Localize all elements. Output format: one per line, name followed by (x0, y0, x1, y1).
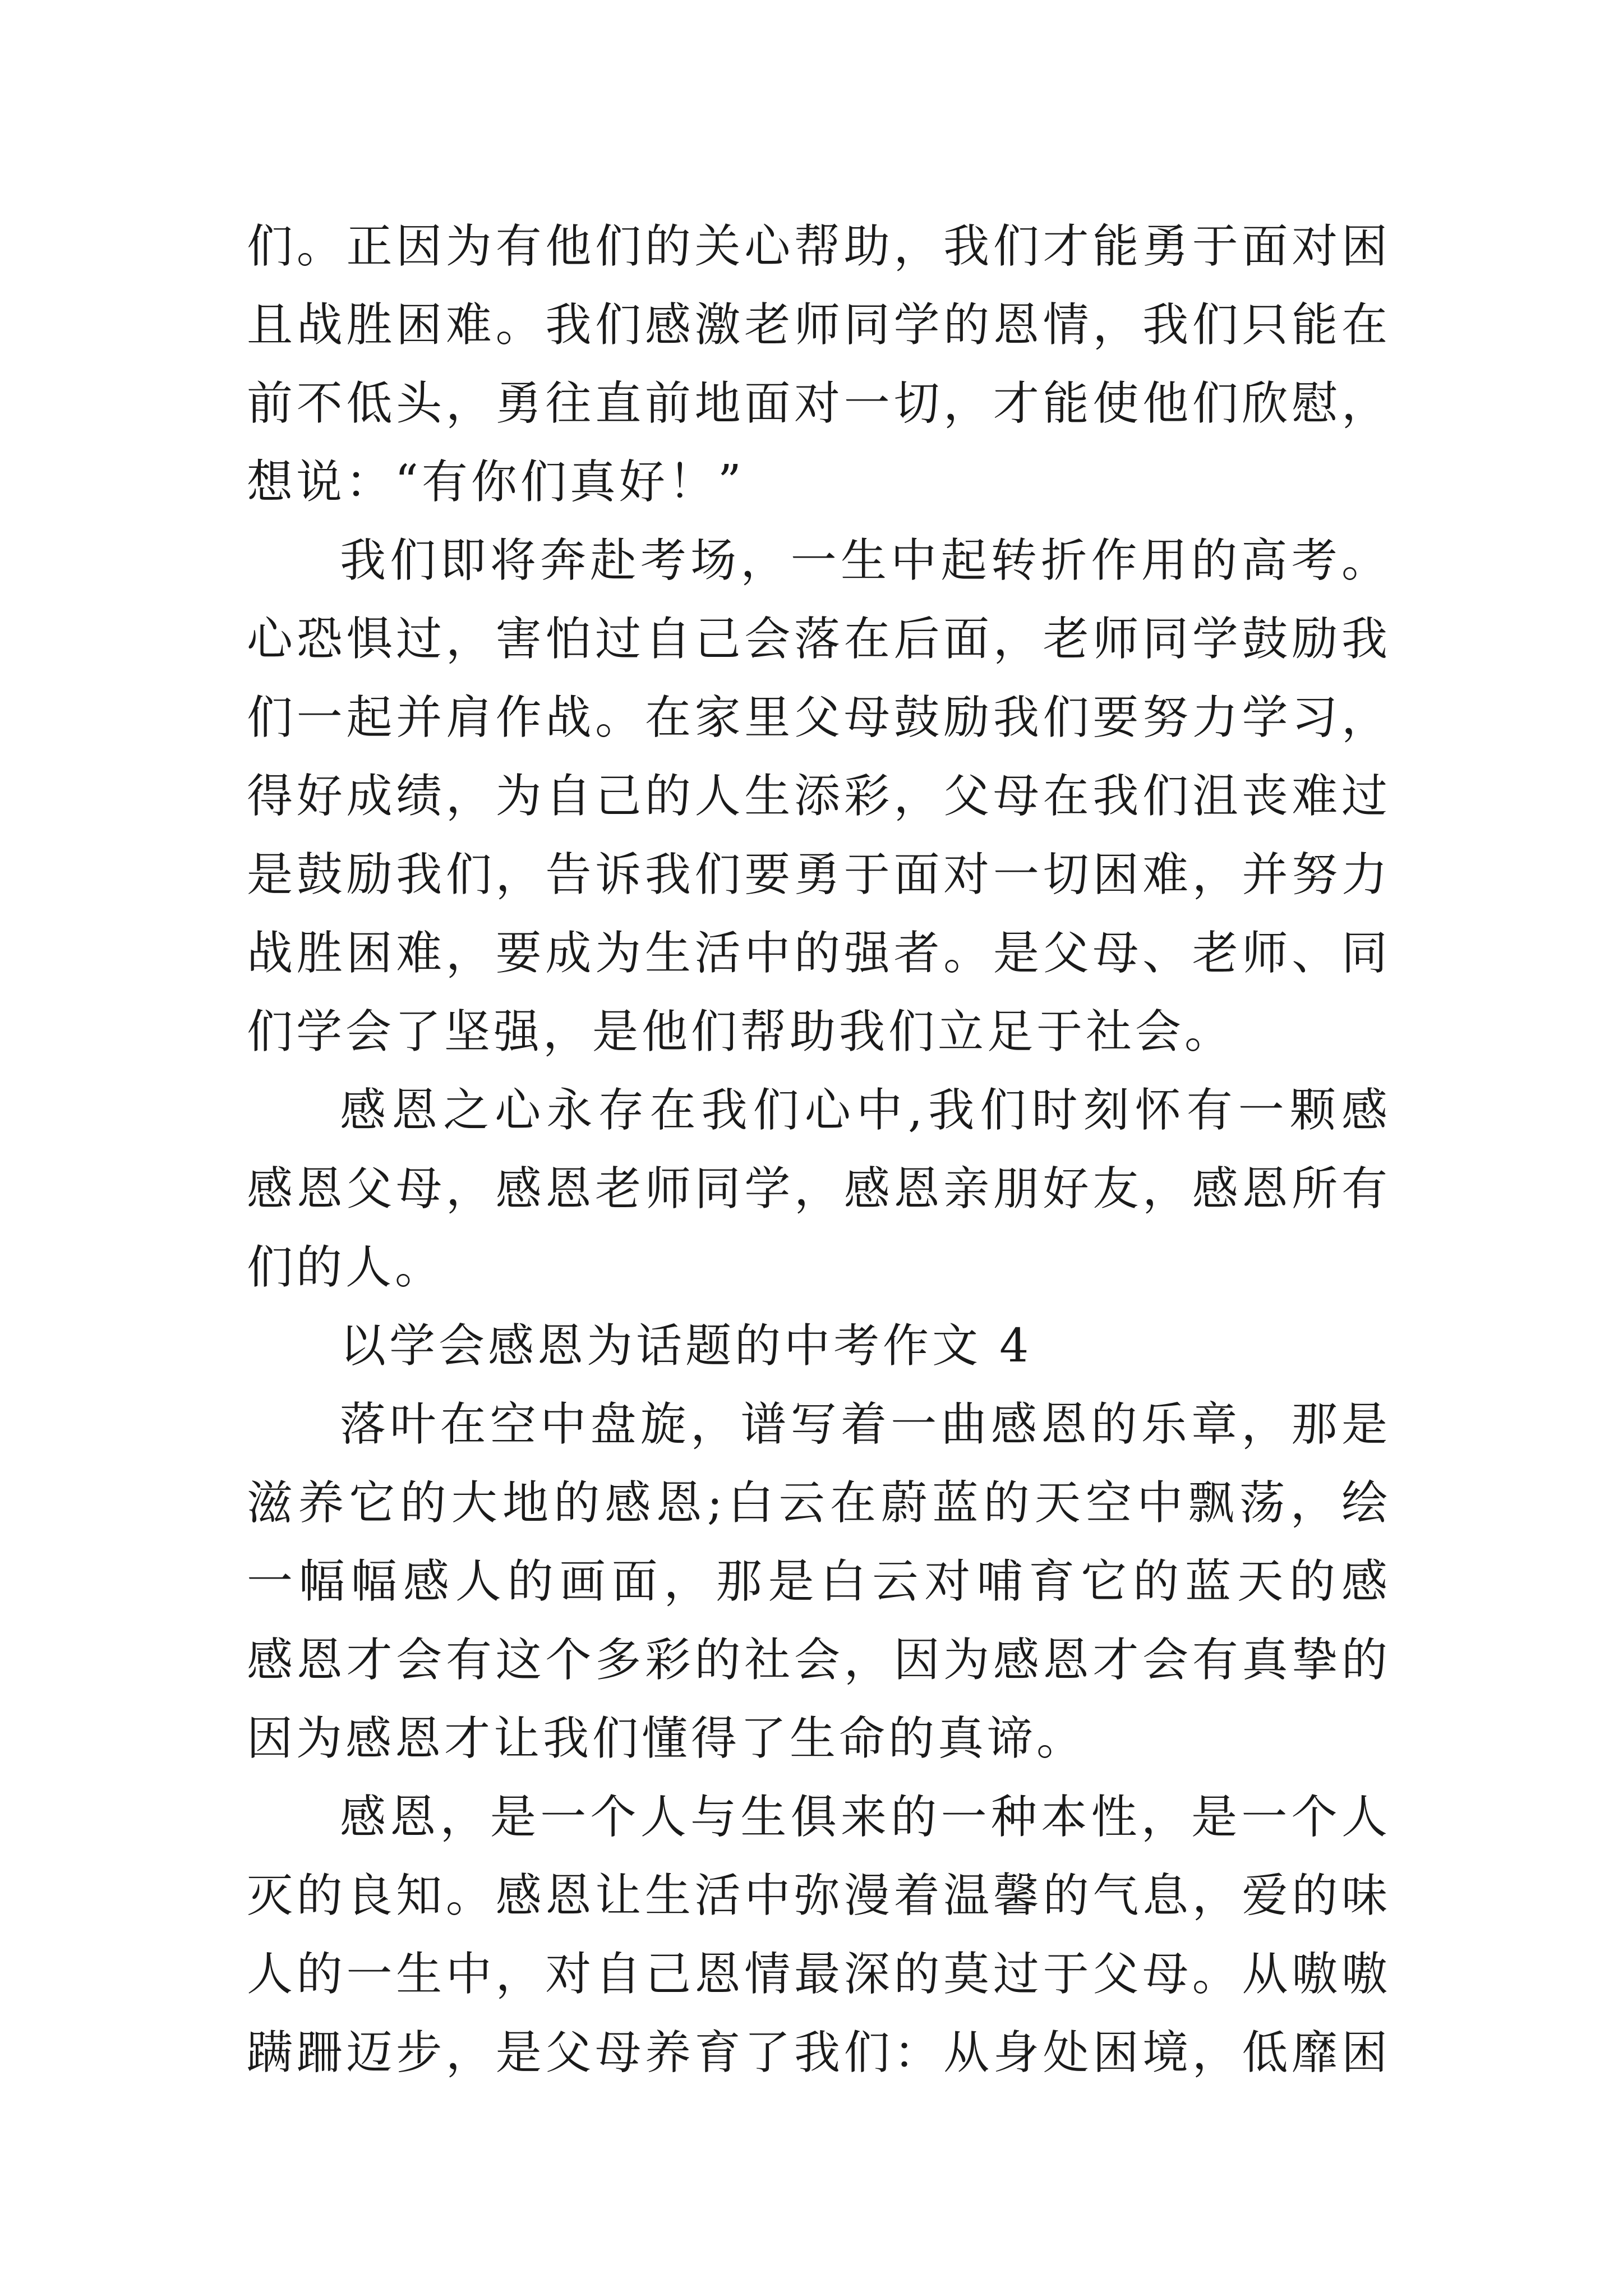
paragraph-first-line: 落叶在空中盘旋，谱写着一曲感恩的乐章，那是 (340, 1398, 1391, 1451)
text-line: 滋养它的大地的感恩;白云在蔚蓝的天空中飘荡，绘 (247, 1476, 1391, 1530)
paragraph-first-line: 我们即将奔赴考场，一生中起转折作用的高考。 (340, 534, 1391, 587)
text-line: 得好成绩，为自己的人生添彩，父母在我们沮丧难过 (247, 770, 1391, 823)
text-line: 们学会了坚强，是他们帮助我们立足于社会。 (247, 1005, 1234, 1059)
text-line: 前不低头，勇往直前地面对一切，才能使他们欣慰， (247, 377, 1391, 430)
text-line: 感恩父母，感恩老师同学，感恩亲朋好友，感恩所有 (247, 1162, 1391, 1216)
paragraph-first-line: 感恩，是一个人与生俱来的一种本性，是一个人 (340, 1791, 1391, 1844)
text-line: 灭的良知。感恩让生活中弥漫着温馨的气息，爱的味 (247, 1869, 1391, 1922)
text-line: 感恩才会有这个多彩的社会，因为感恩才会有真挚的 (247, 1634, 1391, 1687)
text-line: 们。正因为有他们的关心帮助，我们才能勇于面对困 (247, 220, 1391, 273)
text-line: 因为感恩才让我们懂得了生命的真谛。 (247, 1712, 1086, 1765)
text-line: 心恐惧过，害怕过自己会落在后面，老师同学鼓励我 (247, 613, 1391, 666)
text-line: 们的人。 (247, 1241, 445, 1294)
document-body (247, 208, 1391, 2092)
text-line: 是鼓励我们，告诉我们要勇于面对一切困难，并努力 (247, 848, 1391, 901)
text-line: 蹒跚迈步，是父母养育了我们：从身处困境，低靡困 (247, 2026, 1391, 2079)
text-line: 战胜困难，要成为生活中的强者。是父母、老师、同 (247, 927, 1391, 980)
text-line: 们一起并肩作战。在家里父母鼓励我们要努力学习， (247, 691, 1391, 744)
text-line: 且战胜困难。我们感激老师同学的恩情，我们只能在 (247, 298, 1391, 352)
text-line: 一幅幅感人的画面，那是白云对哺育它的蓝天的感 (247, 1555, 1391, 1608)
text-line: 人的一生中，对自己恩情最深的莫过于父母。从嗷嗷 (247, 1948, 1391, 2001)
text-line: 想说：“有你们真好！” (247, 455, 745, 509)
section-heading: 以学会感恩为话题的中考作文 4 (340, 1319, 1032, 1373)
paragraph-first-line: 感恩之心永存在我们心中,我们时刻怀有一颗感 (340, 1084, 1391, 1137)
